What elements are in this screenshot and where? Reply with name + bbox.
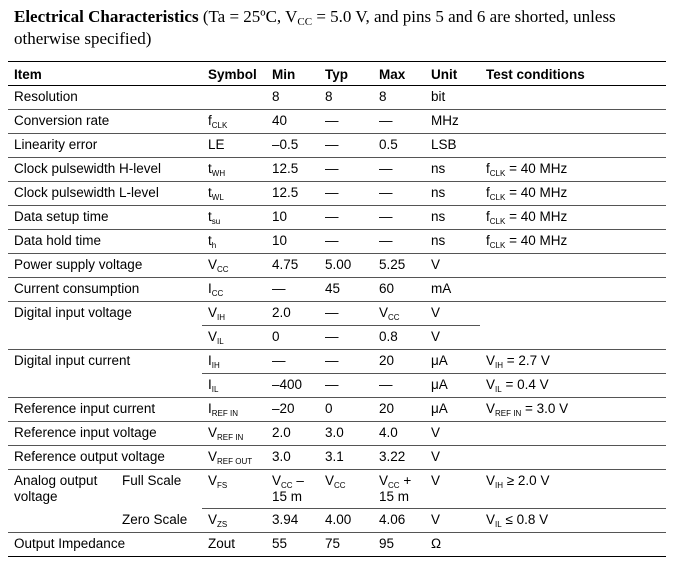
max-cell: — (373, 206, 425, 230)
item-cell: Linearity error (8, 134, 202, 158)
symbol-cell: $V_{IH}$ (202, 302, 266, 326)
unit-cell: ns (425, 182, 480, 206)
max-cell: 4.0 (373, 422, 425, 446)
max-cell: — (373, 374, 425, 398)
typ-cell: 3.0 (319, 422, 373, 446)
conditions-cell (480, 254, 666, 278)
header-test-conditions: Test conditions (480, 62, 666, 86)
table-row (8, 182, 666, 206)
conditions-cell: $f_{CLK} = 40$ MHz (480, 182, 666, 206)
min-cell: –0.5 (266, 134, 319, 158)
typ-cell: — (319, 206, 373, 230)
min-cell: 12.5 (266, 158, 319, 182)
min-cell: 40 (266, 110, 319, 134)
table-row (8, 206, 666, 230)
table-row (8, 326, 666, 350)
table-row (8, 110, 666, 134)
min-cell: 55 (266, 533, 319, 557)
symbol-cell: $I_{IL}$ (202, 374, 266, 398)
symbol-cell: $t_{WL}$ (202, 182, 266, 206)
unit-cell: LSB (425, 134, 480, 158)
max-cell: — (373, 230, 425, 254)
min-cell: 10 (266, 206, 319, 230)
min-cell: 12.5 (266, 182, 319, 206)
max-cell: 95 (373, 533, 425, 557)
typ-cell: 75 (319, 533, 373, 557)
typ-cell: — (319, 326, 373, 350)
conditions-cell: $V_{IH} = 2.7$ V (480, 350, 666, 374)
min-cell: –20 (266, 398, 319, 422)
item-cell (8, 326, 202, 350)
header-min: Min (266, 62, 319, 86)
min-cell: 0 (266, 326, 319, 350)
unit-cell: mA (425, 278, 480, 302)
conditions-cell: $V_{IH} \ge 2.0$ V (480, 470, 666, 509)
symbol-cell (202, 86, 266, 110)
typ-cell: — (319, 134, 373, 158)
typ-cell: $V_{CC}$ (319, 470, 373, 509)
unit-cell: bit (425, 86, 480, 110)
item-cell (8, 509, 202, 533)
unit-cell: V (425, 302, 480, 326)
heading-cond-sub: CC (297, 16, 313, 28)
typ-cell: 8 (319, 86, 373, 110)
subitem-label: Zero Scale (122, 511, 188, 527)
unit-cell: ns (425, 158, 480, 182)
item-cell (8, 470, 202, 509)
max-cell: — (373, 158, 425, 182)
header-symbol: Symbol (202, 62, 266, 86)
conditions-cell (480, 533, 666, 557)
subitem-label: Full Scale (122, 473, 182, 488)
header-item: Item (8, 62, 202, 86)
item-cell: Digital input current (14, 353, 131, 368)
typ-cell: — (319, 350, 373, 374)
item-cell: Output Impedance (8, 533, 202, 557)
item-cell: Resolution (8, 86, 202, 110)
symbol-cell: $V_{IL}$ (202, 326, 266, 350)
min-cell: –400 (266, 374, 319, 398)
min-cell: 10 (266, 230, 319, 254)
conditions-cell: $V_{IL} = 0.4$ V (480, 374, 666, 398)
item-cell: Data setup time (8, 206, 202, 230)
min-cell: 4.75 (266, 254, 319, 278)
conditions-cell (480, 278, 666, 302)
unit-cell: V (425, 470, 480, 509)
conditions-cell: $f_{CLK} = 40$ MHz (480, 230, 666, 254)
item-cell (8, 374, 202, 398)
conditions-cell: $V_{IL} \le 0.8$ V (480, 509, 666, 533)
max-cell: 0.5 (373, 134, 425, 158)
min-cell: 8 (266, 86, 319, 110)
symbol-cell: $f_{CLK}$ (202, 110, 266, 134)
unit-cell: μA (425, 374, 480, 398)
conditions-cell: $f_{CLK} = 40$ MHz (480, 206, 666, 230)
header-unit: Unit (425, 62, 480, 86)
typ-cell: 0 (319, 398, 373, 422)
table-row (8, 86, 666, 110)
min-cell: 2.0 (266, 302, 319, 326)
symbol-cell: $I_{IH}$ (202, 350, 266, 374)
table-row (8, 230, 666, 254)
item-cell: Clock pulsewidth H-level (8, 158, 202, 182)
max-cell: — (373, 110, 425, 134)
conditions-cell (480, 422, 666, 446)
header-typ: Typ (319, 62, 373, 86)
typ-cell: — (319, 182, 373, 206)
unit-cell: V (425, 326, 480, 350)
item-cell: Reference output voltage (8, 446, 202, 470)
typ-cell: — (319, 158, 373, 182)
conditions-cell: $V_{REF IN} = 3.0$ V (480, 398, 666, 422)
table-row (8, 134, 666, 158)
symbol-cell: $V_{REF IN}$ (202, 422, 266, 446)
typ-cell: 5.00 (319, 254, 373, 278)
typ-cell: — (319, 302, 373, 326)
unit-cell: Ω (425, 533, 480, 557)
max-cell: 60 (373, 278, 425, 302)
symbol-cell: $t_{su}$ (202, 206, 266, 230)
max-cell: 3.22 (373, 446, 425, 470)
section-heading (14, 6, 664, 50)
symbol-cell: $V_{FS}$ (202, 470, 266, 509)
typ-cell: 3.1 (319, 446, 373, 470)
item-cell: Clock pulsewidth L-level (8, 182, 202, 206)
heading-cond-open: (Ta = 25ºC, V (198, 7, 298, 26)
table-row (8, 533, 666, 557)
table-row (8, 509, 666, 533)
table-row (8, 302, 666, 326)
max-cell: — (373, 182, 425, 206)
item-cell: Digital input voltage (14, 305, 132, 320)
typ-cell: — (319, 230, 373, 254)
unit-cell: V (425, 509, 480, 533)
table-row (8, 254, 666, 278)
conditions-cell (480, 86, 666, 110)
symbol-cell: $V_{CC}$ (202, 254, 266, 278)
conditions-cell (480, 302, 666, 326)
max-cell: $V_{CC}$ (373, 302, 425, 326)
min-cell: 3.0 (266, 446, 319, 470)
max-cell: 20 (373, 398, 425, 422)
symbol-cell: $I_{REF IN}$ (202, 398, 266, 422)
table-row (8, 374, 666, 398)
min-cell: 2.0 (266, 422, 319, 446)
symbol-cell: $t_h$ (202, 230, 266, 254)
min-cell: — (266, 350, 319, 374)
typ-cell: 45 (319, 278, 373, 302)
conditions-cell (480, 326, 666, 350)
table-row (8, 446, 666, 470)
table-row (8, 158, 666, 182)
max-cell: 4.06 (373, 509, 425, 533)
typ-cell: — (319, 374, 373, 398)
item-cell: Power supply voltage (8, 254, 202, 278)
unit-cell: μA (425, 350, 480, 374)
unit-cell: V (425, 422, 480, 446)
symbol-cell: $V_{ZS}$ (202, 509, 266, 533)
unit-cell: V (425, 254, 480, 278)
max-cell: 0.8 (373, 326, 425, 350)
item-cell: Reference input voltage (8, 422, 202, 446)
max-cell: 5.25 (373, 254, 425, 278)
item-label (14, 512, 122, 528)
unit-cell: MHz (425, 110, 480, 134)
symbol-cell: $t_{WH}$ (202, 158, 266, 182)
heading-title: Electrical Characteristics (14, 7, 199, 26)
item-cell: Data hold time (8, 230, 202, 254)
table-row (8, 278, 666, 302)
table-row (8, 350, 666, 374)
unit-cell: μA (425, 398, 480, 422)
symbol-cell: $I_{CC}$ (202, 278, 266, 302)
symbol-cell: $V_{REF OUT}$ (202, 446, 266, 470)
conditions-cell (480, 110, 666, 134)
table-row (8, 398, 666, 422)
min-cell: $V_{CC}$ – 15 m (266, 470, 319, 509)
conditions-cell: $f_{CLK} = 40$ MHz (480, 158, 666, 182)
symbol-cell: Zout (202, 533, 266, 557)
max-cell: 20 (373, 350, 425, 374)
symbol-cell: LE (202, 134, 266, 158)
max-cell: $V_{CC}$ + 15 m (373, 470, 425, 509)
item-cell: Reference input current (8, 398, 202, 422)
electrical-characteristics-table (8, 61, 666, 557)
table-row (8, 470, 666, 509)
item-cell: Conversion rate (8, 110, 202, 134)
unit-cell: ns (425, 206, 480, 230)
typ-cell: 4.00 (319, 509, 373, 533)
unit-cell: V (425, 446, 480, 470)
min-cell: 3.94 (266, 509, 319, 533)
typ-cell: — (319, 110, 373, 134)
min-cell: — (266, 278, 319, 302)
heading-cond-rest: = 5.0 V, and pins 5 and 6 are shorted, unless otherwise specified) (14, 7, 616, 48)
table-row (8, 422, 666, 446)
item-label: Analog output voltage (14, 473, 98, 504)
unit-cell: ns (425, 230, 480, 254)
header-max: Max (373, 62, 425, 86)
header-row (8, 62, 666, 86)
item-cell: Current consumption (8, 278, 202, 302)
max-cell: 8 (373, 86, 425, 110)
conditions-cell (480, 446, 666, 470)
conditions-cell (480, 134, 666, 158)
